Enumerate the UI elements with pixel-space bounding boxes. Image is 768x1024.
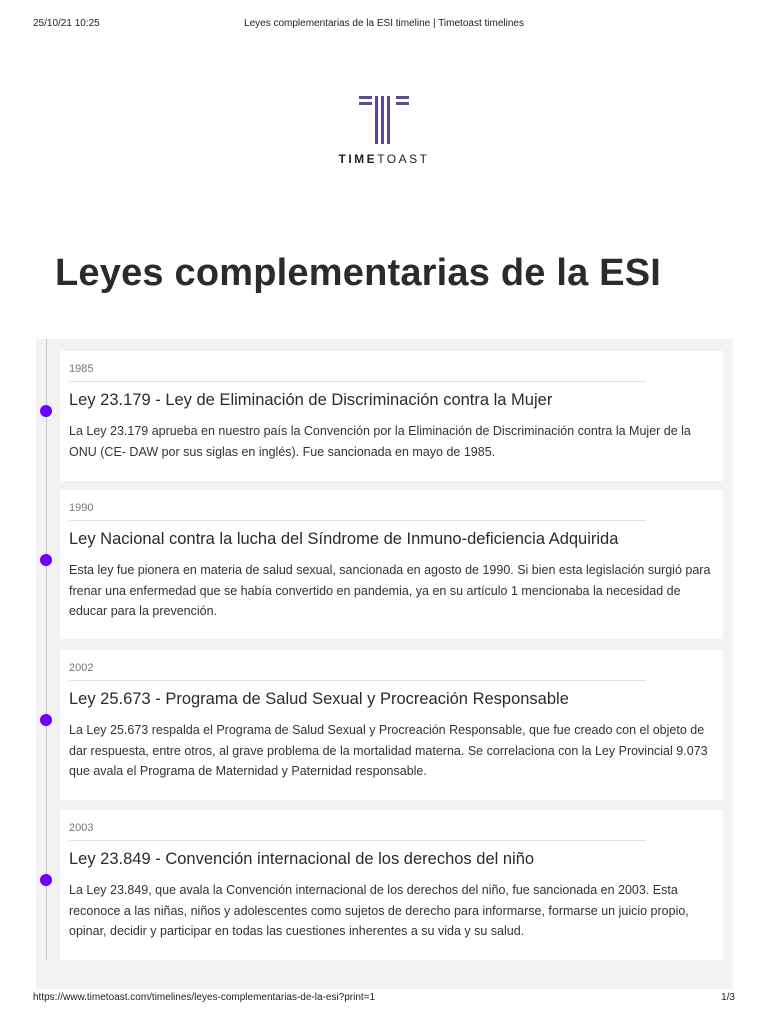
- event-description: La Ley 23.179 aprueba en nuestro país la Convención por la Eliminación de Discriminación contra la Mujer de la ONU (CE- DAW por sus siglas en inglés). Fue sancionada en mayo de 1985.: [69, 424, 691, 459]
- logo-wordmark: [0, 152, 768, 166]
- event-divider: [69, 840, 646, 841]
- print-page-number: 1/3: [721, 992, 735, 1003]
- event-title[interactable]: Ley 25.673 - Programa de Salud Sexual y Procreación Responsable: [69, 690, 569, 708]
- event-title[interactable]: Ley 23.849 - Convención internacional de los derechos del niño: [69, 850, 535, 868]
- timeline-event-2002[interactable]: [60, 650, 723, 800]
- timetoast-logo[interactable]: [0, 94, 768, 166]
- event-divider: [69, 680, 646, 681]
- logo-word-regular: TOAST: [377, 152, 430, 166]
- event-description: Esta ley fue pionera en materia de salud sexual, sancionada en agosto de 1990. Si bien esta legislación surgió para frenar una enfermedad que se había convertido en pandemia, ya en su artículo 1 mencionaba la necesidad de educar para la prevención.: [69, 563, 711, 618]
- timeline: [36, 339, 733, 989]
- event-divider: [69, 520, 646, 521]
- event-description: La Ley 25.673 respalda el Programa de Salud Sexual y Procreación Responsable, que fue creado con el objeto de dar respuesta, entre otros, al grave problema de la mortalidad materna. Se correlaciona con la Ley Provincial 9.073 que avala el Programa de Maternidad y Paternidad responsable.: [69, 723, 708, 778]
- event-dot-1985[interactable]: [40, 405, 52, 417]
- event-title[interactable]: Ley 23.179 - Ley de Eliminación de Discriminación contra la Mujer: [69, 391, 553, 409]
- timeline-event-1985[interactable]: [60, 351, 723, 481]
- page-title: Leyes complementarias de la ESI: [55, 252, 662, 294]
- print-header: [0, 18, 768, 32]
- event-date: 2002: [69, 662, 94, 674]
- event-description: La Ley 23.849, que avala la Convención internacional de los derechos del niño, fue sancionada en 2003. Esta reconoce a las niñas, niños y adolescentes como sujetos de derecho para informarse, formarse un juicio propio, opinar, decidir y participar en todas las cuestiones inherentes a su vida y su salud.: [69, 883, 689, 938]
- print-footer: [0, 992, 768, 1006]
- event-date: 1985: [69, 363, 94, 375]
- timetoast-logo-icon: [359, 94, 409, 144]
- event-dot-2003[interactable]: [40, 874, 52, 886]
- event-dot-1990[interactable]: [40, 554, 52, 566]
- print-page-title: Leyes complementarias de la ESI timeline | Timetoast timelines: [244, 18, 524, 29]
- timeline-line: [46, 339, 47, 960]
- logo-word-bold: TIME: [338, 152, 378, 166]
- event-title[interactable]: Ley Nacional contra la lucha del Síndrome de Inmuno-deficiencia Adquirida: [69, 530, 619, 548]
- print-url: https://www.timetoast.com/timelines/leyes-complementarias-de-la-esi?print=1: [33, 992, 376, 1003]
- print-datetime: 25/10/21 10:25: [33, 18, 100, 29]
- event-divider: [69, 381, 646, 382]
- timeline-event-1990[interactable]: [60, 490, 723, 639]
- event-dot-2002[interactable]: [40, 714, 52, 726]
- event-date: 2003: [69, 822, 94, 834]
- timeline-event-2003[interactable]: [60, 810, 723, 960]
- event-date: 1990: [69, 502, 94, 514]
